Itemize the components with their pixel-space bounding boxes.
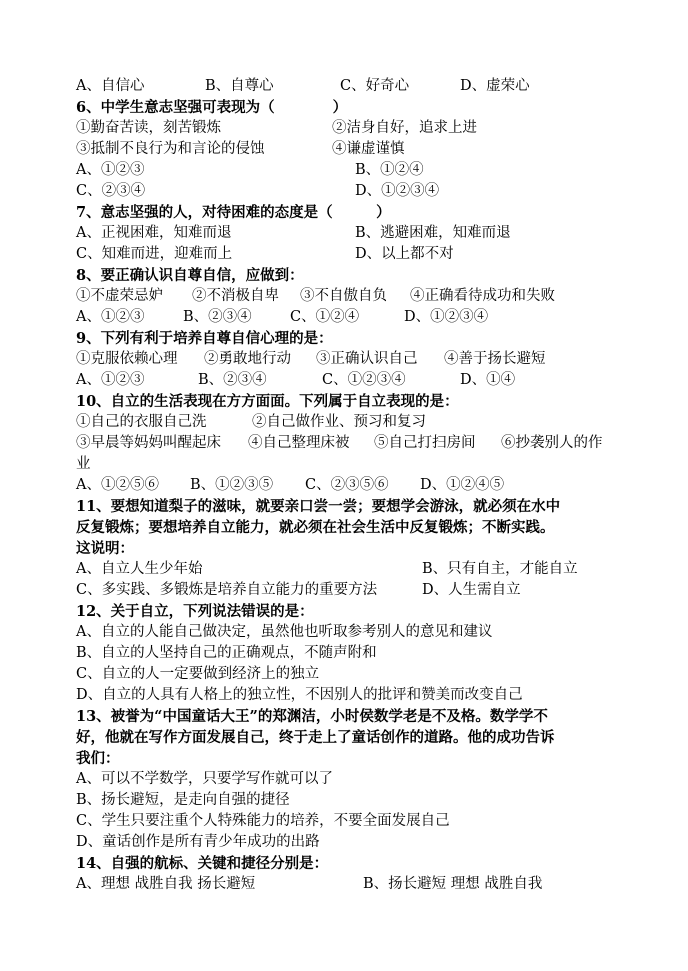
q7-stem: 7、意志坚强的人，对待困难的态度是（ ） — [76, 204, 391, 221]
option-c: C、好奇心 — [340, 78, 410, 94]
q6-item-4: ④谦虚谨慎 — [332, 141, 405, 157]
q7-options-row-1 — [0, 223, 688, 244]
q10-item-2: ②自己做作业、预习和复习 — [252, 414, 426, 430]
q10-options-row — [0, 475, 688, 496]
option-c: C、①②③④ — [322, 372, 406, 388]
q13-stem-line-2: 好，他就在写作方面发展自己，终于走上了童话创作的道路。他的成功告诉 — [76, 729, 555, 746]
q8-item-1: ①不虚荣忌妒 — [76, 288, 163, 304]
q9-stem: 9、下列有利于培养自尊自信心理的是： — [76, 330, 333, 347]
option-d: D、①②③④ — [355, 183, 440, 199]
option-d: D、①②④⑤ — [420, 477, 505, 493]
q10-item-6-cont: 业 — [76, 456, 91, 472]
q13-option-b: B、扬长避短，是走向自强的捷径 — [76, 792, 290, 808]
q8-items-row — [0, 286, 688, 307]
q6-options-row-2 — [0, 181, 688, 202]
q13-option-a: A、可以不学数学，只要学写作就可以了 — [76, 771, 333, 787]
option-c: C、多实践、多锻炼是培养自立能力的重要方法 — [76, 582, 378, 598]
option-a: A、①②⑤⑥ — [76, 477, 159, 493]
q6-item-1: ①勤奋苦读，刻苦锻炼 — [76, 120, 221, 136]
option-b: B、只有自主，才能自立 — [422, 561, 578, 577]
option-c: C、①②④ — [290, 309, 360, 325]
q9-items-row — [0, 349, 688, 370]
option-b: B、自尊心 — [205, 78, 274, 94]
q9-options-row — [0, 370, 688, 391]
option-a: A、①②③ — [76, 372, 145, 388]
q10-items-row-2 — [0, 433, 688, 454]
q6-item-3: ③抵制不良行为和言论的侵蚀 — [76, 141, 265, 157]
q8-item-2: ②不消极自卑 — [192, 288, 279, 304]
q10-item-3: ③早晨等妈妈叫醒起床 — [76, 435, 221, 451]
q12-option-d: D、自立的人具有人格上的独立性，不因别人的批评和赞美而改变自己 — [76, 687, 523, 703]
q8-item-3: ③不自傲自负 — [300, 288, 387, 304]
q12-stem: 12、关于自立，下列说法错误的是： — [76, 603, 314, 620]
q10-item-1: ①自己的衣服自己洗 — [76, 414, 207, 430]
option-c: C、知难而进，迎难而上 — [76, 246, 233, 262]
q8-item-4: ④正确看待成功和失败 — [410, 288, 555, 304]
option-c: C、②③④ — [76, 183, 146, 199]
q9-item-1: ①克服依赖心理 — [76, 351, 178, 367]
q11-stem-line-1: 11、要想知道梨子的滋味，就要亲口尝一尝；要想学会游泳，就必须在水中 — [76, 498, 561, 515]
q10-item-5: ⑤自己打扫房间 — [374, 435, 476, 451]
q9-item-3: ③正确认识自己 — [316, 351, 418, 367]
q14-options-row — [0, 874, 688, 895]
q9-item-4: ④善于扬长避短 — [444, 351, 546, 367]
q6-items-row-1 — [0, 118, 688, 139]
q11-stem-line-3: 这说明： — [76, 540, 134, 557]
option-d: D、以上都不对 — [355, 246, 454, 262]
q12-option-c: C、自立的人一定要做到经济上的独立 — [76, 666, 320, 682]
option-a: A、①②③ — [76, 309, 145, 325]
q10-stem: 10、自立的生活表现在方方面面。下列属于自立表现的是： — [76, 393, 459, 410]
option-a: A、理想 战胜自我 扬长避短 — [76, 876, 256, 892]
option-d: D、①②③④ — [404, 309, 489, 325]
option-a: A、自立人生少年始 — [76, 561, 203, 577]
q10-item-6: ⑥抄袭别人的作 — [501, 435, 603, 451]
q6-options-row-1 — [0, 160, 688, 181]
q10-items-row-1 — [0, 412, 688, 433]
q11-options-row-1 — [0, 559, 688, 580]
q13-option-d: D、童话创作是所有青少年成功的出路 — [76, 834, 320, 850]
q12-option-a: A、自立的人能自己做决定，虽然他也听取参考别人的意见和建议 — [76, 624, 493, 640]
option-a: A、①②③ — [76, 162, 145, 178]
q12-option-b: B、自立的人坚持自己的正确观点，不随声附和 — [76, 645, 377, 661]
option-b: B、①②④ — [355, 162, 424, 178]
option-b: B、②③④ — [183, 309, 252, 325]
option-d: D、人生需自立 — [422, 582, 521, 598]
q10-item-4: ④自己整理床被 — [248, 435, 350, 451]
q7-options-row-2 — [0, 244, 688, 265]
option-b: B、②③④ — [198, 372, 267, 388]
q13-stem-line-1: 13、被誉为“中国童话大王”的郑渊洁，小时侯数学老是不及格。数学学不 — [76, 708, 548, 725]
option-d: D、虚荣心 — [460, 78, 530, 94]
q14-stem: 14、自强的航标、关键和捷径分别是： — [76, 855, 329, 872]
option-b: B、逃避困难，知难而退 — [355, 225, 511, 241]
q10-items-row-3 — [0, 454, 688, 475]
q13-option-c: C、学生只要注重个人特殊能力的培养，不要全面发展自己 — [76, 813, 450, 829]
q6-items-row-2 — [0, 139, 688, 160]
option-c: C、②③⑤⑥ — [305, 477, 389, 493]
q9-item-2: ②勇敢地行动 — [204, 351, 291, 367]
q8-options-row — [0, 307, 688, 328]
q8-stem: 8、要正确认识自尊自信，应做到： — [76, 267, 304, 284]
option-b: B、扬长避短 理想 战胜自我 — [363, 876, 543, 892]
q11-stem-line-2: 反复锻炼；要想培养自立能力，就必须在社会生活中反复锻炼；不断实践。 — [76, 519, 555, 536]
option-a: A、自信心 — [76, 78, 145, 94]
option-a: A、正视困难，知难而退 — [76, 225, 232, 241]
option-d: D、①④ — [460, 372, 516, 388]
q6-stem: 6、中学生意志坚强可表现为（ ） — [76, 99, 348, 116]
option-b: B、①②③⑤ — [190, 477, 274, 493]
q11-options-row-2 — [0, 580, 688, 601]
q5-options-row — [0, 76, 688, 97]
q6-item-2: ②洁身自好，追求上进 — [332, 120, 477, 136]
q13-stem-line-3: 我们： — [76, 750, 120, 767]
